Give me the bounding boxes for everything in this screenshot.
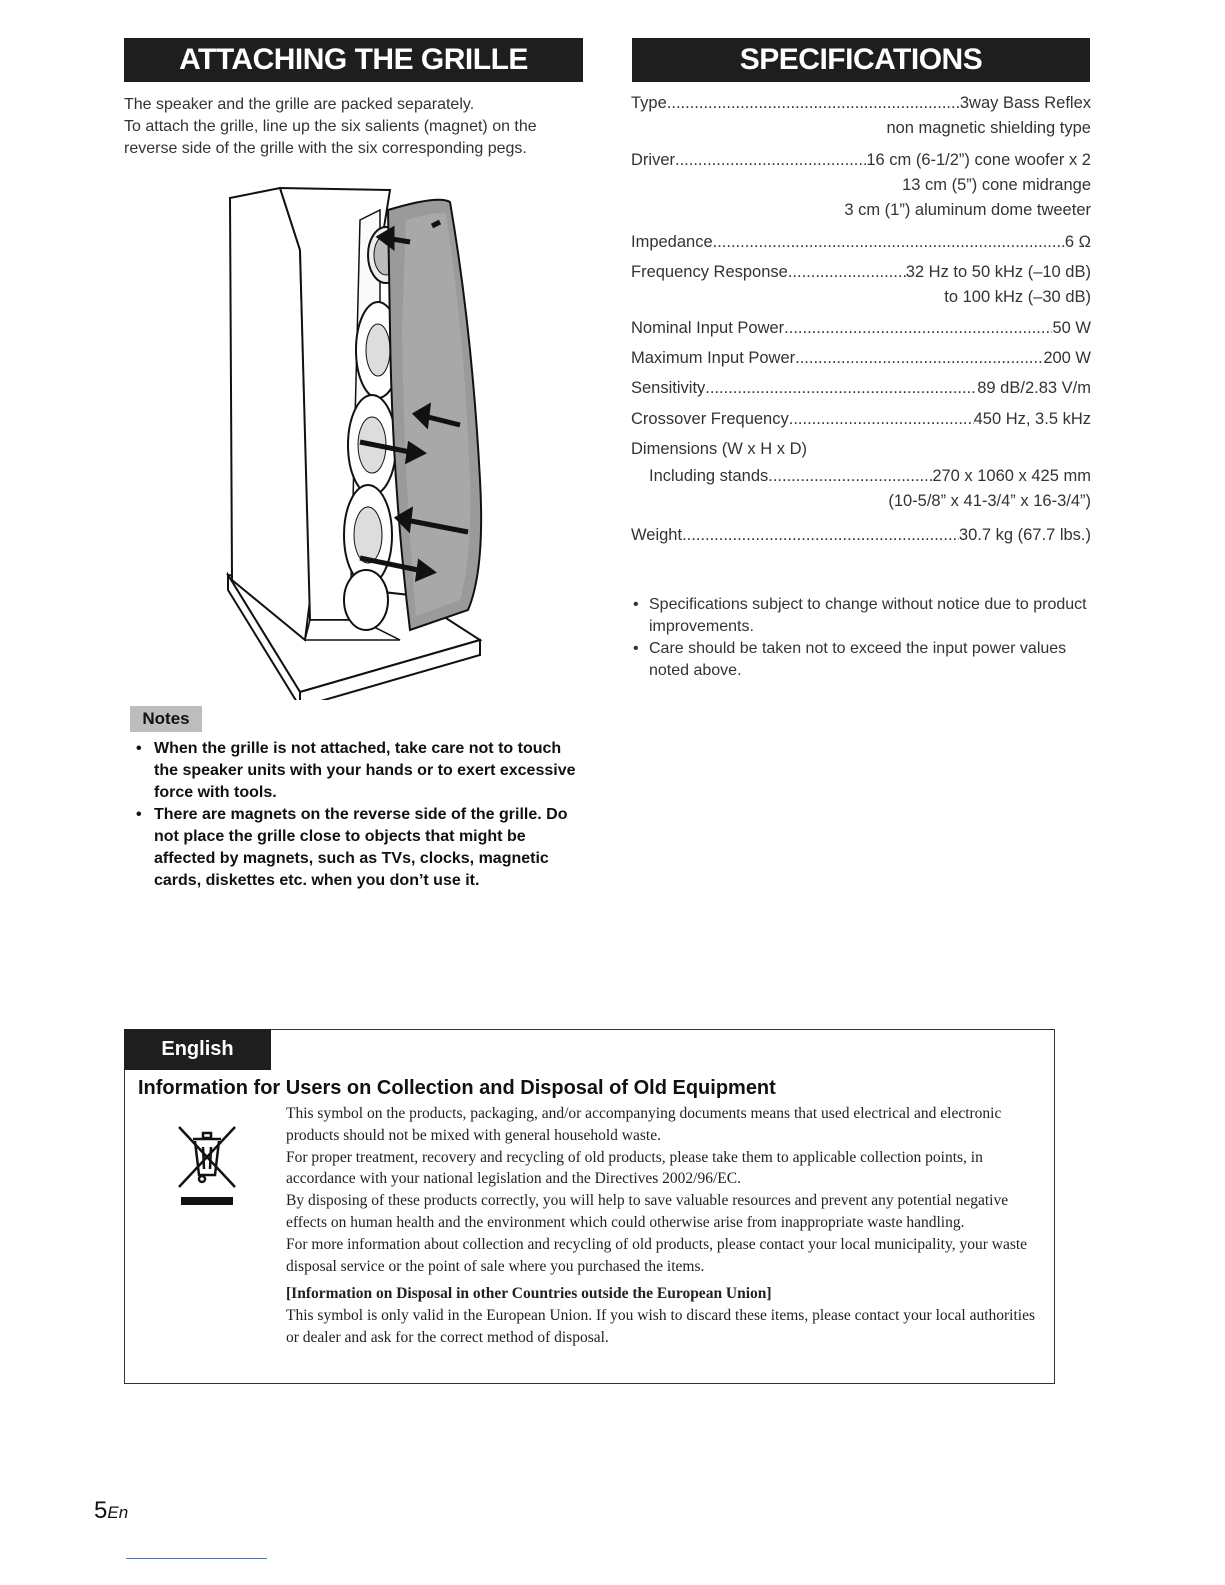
spec-value: 6 Ω [1064,233,1091,251]
disposal-paragraph: By disposing of these products correctly, you will help to save valuable resources and prevent any potential negative effects on human health and the environment which could otherwise arise from inappropriate waste handling. [286,1192,1009,1231]
spec-label: Impedance [631,233,713,251]
disposal-text [286,1103,1046,1349]
language-tab: English [124,1029,271,1070]
speaker-grille-illustration [210,180,500,700]
spec-value-cont: 3 cm (1”) aluminum dome tweeter [844,201,1091,219]
spec-value-cont: to 100 kHz (–30 dB) [944,288,1091,306]
spec-label: Frequency Response [631,263,788,281]
spec-label: Dimensions (W x H x D) [631,440,808,458]
spec-weight [631,526,1091,545]
spec-value: 32 Hz to 50 kHz (–10 dB) [905,263,1091,281]
spec-dimensions [631,440,1091,511]
spec-value: 89 dB/2.83 V/m [977,379,1091,397]
attaching-grille-heading: ATTACHING THE GRILLE [124,38,583,82]
spec-frequency [631,263,1091,307]
spec-value-cont: non magnetic shielding type [886,119,1091,137]
spec-label: Sensitivity [631,379,706,397]
disposal-subheading: [Information on Disposal in other Countries outside the European Union] [286,1285,772,1303]
page-number [94,1497,128,1525]
specifications-heading: SPECIFICATIONS [632,38,1090,82]
disposal-paragraph: For more information about collection and recycling of old products, please contact your local municipality, your waste disposal service or the point of sale where you purchased the items. [286,1235,1028,1275]
note-item: • When the grille is not attached, take care not to touch the speaker units with your hands or to exert excessive force with tools. [134,738,584,804]
spec-value-cont: (10-5/8” x 41-3/4” x 16-3/4”) [888,492,1091,510]
spec-value: 200 W [1043,349,1091,367]
spec-label: Nominal Input Power [631,319,785,337]
disposal-paragraph: This symbol is only valid in the European Union. If you wish to discard these items, please contact your local authorities or dealer and ask for the correct method of disposal. [286,1307,1036,1346]
spec-max [631,349,1091,368]
spec-sensitivity [631,379,1091,398]
spec-value: 50 W [1052,319,1091,337]
spec-type [631,94,1091,138]
disposal-title: Information for Users on Collection and Disposal of Old Equipment [138,1077,776,1099]
spec-label: Type [631,94,667,112]
grille-intro [124,94,594,160]
disposal-info-box [124,1029,1055,1384]
disposal-paragraph: For proper treatment, recovery and recycling of old products, please take them to applicable collection points, in accordance with your national legislation and the Directives 2002/96/EC. [286,1148,983,1188]
spec-label: Maximum Input Power [631,349,796,367]
spec-value: 3way Bass Reflex [959,94,1091,112]
spec-value-cont: 13 cm (5”) cone midrange [902,176,1091,194]
spec-note-item: • Care should be taken not to exceed the input power values noted above. [631,638,1091,682]
footer-rule [126,1558,267,1559]
spec-value: 270 x 1060 x 425 mm [932,467,1091,485]
crossed-out-wheelie-bin-icon [175,1123,239,1213]
notes-list [134,738,584,892]
spec-driver [631,151,1091,220]
spec-value: 16 cm (6-1/2”) cone woofer x 2 [866,151,1091,169]
spec-label: Including stands [649,467,769,485]
spec-label: Crossover Frequency [631,410,789,428]
spec-nominal [631,319,1091,338]
intro-line-2: To attach the grille, line up the six salients (magnet) on the reverse side of the grille with the six corresponding pegs. [124,118,537,157]
page-number-digit: 5 [94,1497,108,1524]
notes-badge: Notes [130,706,202,732]
note-item: • There are magnets on the reverse side of the grille. Do not place the grille close to objects that might be affected by magnets, such as TVs, clocks, magnetic cards, diskettes etc. when you don’t use it. [134,804,584,892]
spec-value: 450 Hz, 3.5 kHz [973,410,1091,428]
page-language-suffix: En [107,1503,129,1522]
disposal-paragraph: This symbol on the products, packaging, and/or accompanying documents means that used electrical and electronic products should not be mixed with general household waste. [286,1105,1002,1144]
spec-note-item: • Specifications subject to change without notice due to product improvements. [631,594,1091,638]
spec-impedance [631,233,1091,252]
intro-line-1: The speaker and the grille are packed separately. [124,96,475,113]
spec-label: Driver [631,151,675,169]
spec-label: Weight [631,526,683,544]
spec-crossover [631,410,1091,429]
spec-value: 30.7 kg (67.7 lbs.) [958,526,1091,544]
spec-notes-list [631,594,1091,682]
